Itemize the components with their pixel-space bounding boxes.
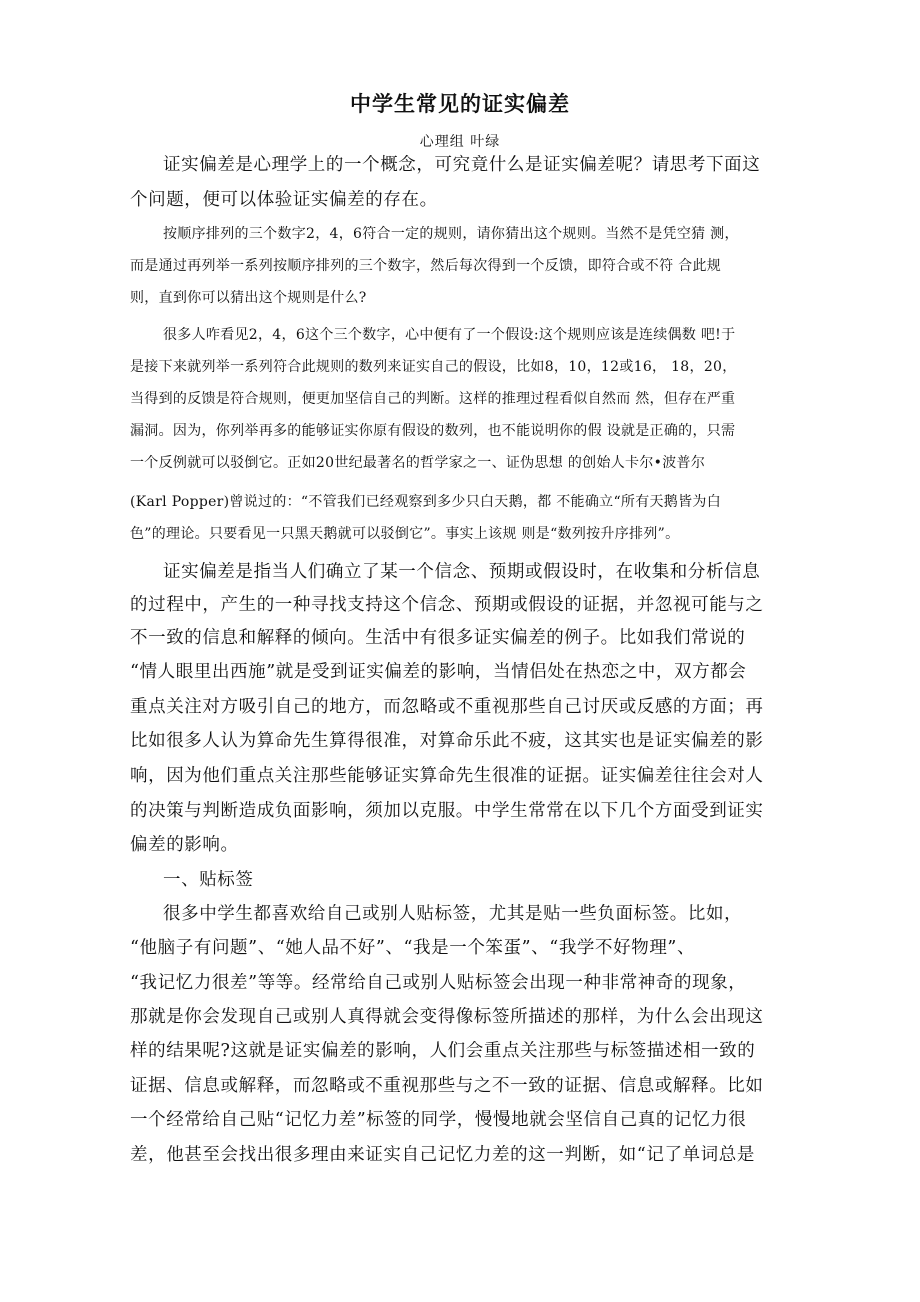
body-line: 一个反例就可以驳倒它。正如20世纪最著名的哲学家之一、证伪思想 的创始人卡尔•波普尔 <box>130 455 706 471</box>
body-line: (Karl Popper)曾说过的：“不管我们已经观察到多少只白天鹅，都 不能确立“所有天鹅皆为白 <box>130 494 721 510</box>
body-line: 则，直到你可以猜出这个规则是什么? <box>130 290 367 306</box>
body-line: 个问题，便可以体验证实偏差的存在。 <box>130 190 438 210</box>
body-line: 重点关注对方吸引自己的地方，而忽略或不重视那些自己讨厌或反感的方面；再 <box>130 697 764 717</box>
body-line: 当得到的反馈是符合规则，便更加坚信自己的判断。这样的推理过程看似自然而 然，但存在严重 <box>130 391 736 407</box>
body-line: “他脑子有问题”、“她人品不好”、“我是一个笨蛋”、“我学不好物理”、 <box>130 938 696 958</box>
body-line: 那就是你会发现自己或别人真得就会变得像标签所描述的那样，为什么会出现这 <box>130 1007 764 1027</box>
body-line: 是接下来就列举一系列符合此规则的数列来证实自己的假设，比如8，10，12或16， 18，20， <box>130 359 737 375</box>
body-line: 的过程中，产生的一种寻找支持这个信念、预期或假设的证据，并忽视可能与之 <box>130 595 764 615</box>
body-line: 证据、信息或解释，而忽略或不重视那些与之不一致的证据、信息或解释。比如 <box>130 1076 764 1096</box>
body-line: “情人眼里出西施”就是受到证实偏差的影响，当情侣处在热恋之中，双方都会 <box>130 662 747 682</box>
body-line: 一、贴标签 <box>163 870 254 890</box>
body-line: 很多中学生都喜欢给自己或别人贴标签，尤其是贴一些负面标签。比如， <box>163 904 743 924</box>
body-line: 差，他甚至会找出很多理由来证实自己记忆力差的这一判断，如“记了单词总是 <box>130 1145 755 1165</box>
body-line: 的决策与判断造成负面影响，须加以克服。中学生常常在以下几个方面受到证实 <box>130 801 764 821</box>
body-line: 一个经常给自己贴“记忆力差”标签的同学，慢慢地就会坚信自己真的记忆力很 <box>130 1110 747 1130</box>
body-line: 很多人咋看见2，4，6这个三个数字，心中便有了一个假设:这个规则应该是连续偶数 吧!于 <box>163 327 736 343</box>
body-line: 漏洞。因为，你列举再多的能够证实你原有假设的数列，也不能说明你的假 设就是正确的，只需 <box>130 423 736 439</box>
body-line: 色”的理论。只要看见一只黑天鹅就可以驳倒它”。事实上该规 则是“数列按升序排列”。 <box>130 526 680 542</box>
body-line: 比如很多人认为算命先生算得很准，对算命乐此不疲，这其实也是证实偏差的影 <box>130 731 764 751</box>
body-line: 证实偏差是指当人们确立了某一个信念、预期或假设时，在收集和分析信息 <box>163 562 761 582</box>
document-title: 中学生常见的证实偏差 <box>350 92 570 116</box>
body-line: 不一致的信息和解释的倾向。生活中有很多证实偏差的例子。比如我们常说的 <box>130 628 746 648</box>
document-author: 心理组 叶绿 <box>419 134 501 150</box>
body-line: 证实偏差是心理学上的一个概念，可究竟什么是证实偏差呢？请思考下面这 <box>163 155 761 175</box>
body-line: 样的结果呢?这就是证实偏差的影响，人们会重点关注那些与标签描述相一致的 <box>130 1041 756 1061</box>
body-line: “我记忆力很差”等等。经常给自己或别人贴标签会出现一种非常神奇的现象， <box>130 973 747 993</box>
body-line: 偏差的影响。 <box>130 835 239 855</box>
body-line: 响，因为他们重点关注那些能够证实算命先生很准的证据。证实偏差往往会对人 <box>130 766 764 786</box>
body-line: 而是通过再列举一系列按顺序排列的三个数字，然后每次得到一个反馈，即符合或不符 合此规 <box>130 258 722 274</box>
body-line: 按顺序排列的三个数字2，4，6符合一定的规则，请你猜出这个规则。当然不是凭空猜 测， <box>163 226 739 242</box>
